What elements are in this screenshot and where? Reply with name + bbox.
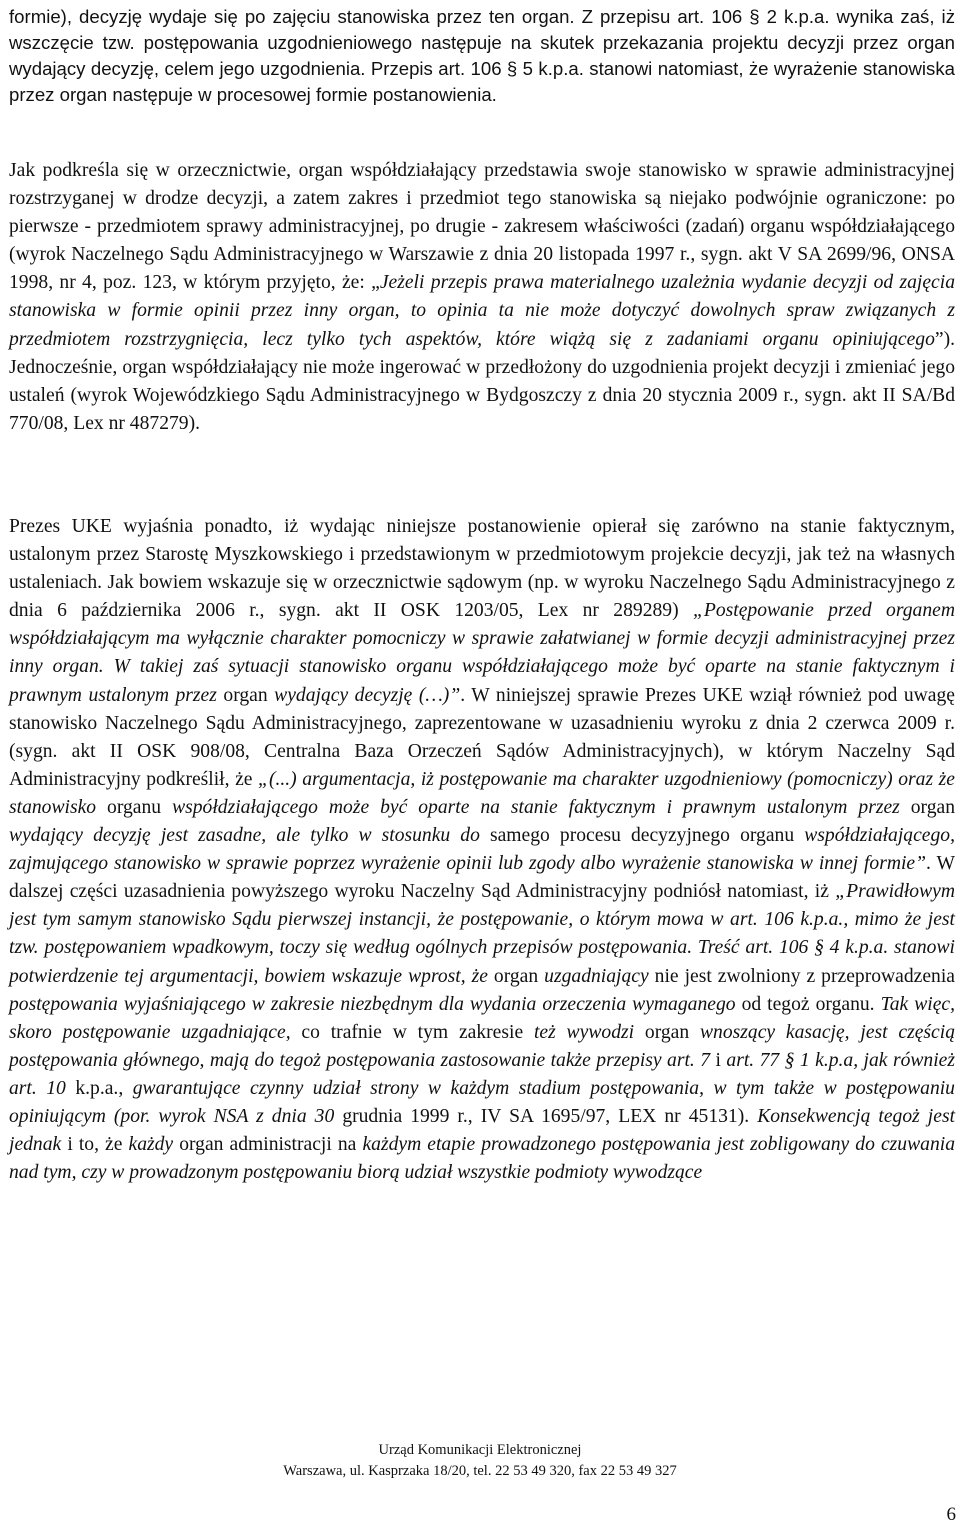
text-segment: Jak podkreśla się w orzecznictwie, organ współdziałający przedstawia swoje stanowisko w sprawie administracyjnej rozstrzyganej w drodze decyzji, a zatem zakres i przedmiot tego stanowiska są niejako podwójnie ograniczone: po pierwsze - przedmiotem sprawy administracyjnej, po drugie - zakresem właściwości (zadań) organu współdziałającego (wyrok Naczelnego Sądu Administracyjnego w Warszawie z dnia 20 listopada 1997 r., sygn. akt V SA 2699/96, ONSA 1998, nr 4, poz. 123, w którym przyjęto, że: „ bbox=[9, 160, 955, 294]
text-segment: ”). Jednocześnie, organ współdziałający nie może ingerować w przedłożony do uzgodnienia projekt decyzji i zmieniać jego ustaleń (wyrok Wojewódzkiego Sądu Administracyjnego w Bydgoszczy z dnia 20 stycznia 2009 r., sygn. akt II SA/Bd 770/08, Lex nr 487279). bbox=[9, 328, 955, 434]
text-segment: „(...) argumentacja, iż postępowanie ma charakter uzgodnieniowy (pomocniczy) oraz że stanowisko bbox=[9, 768, 955, 818]
text-segment: „Postępowanie przed organem współdziałającym ma wyłącznie charakter pomocniczy w sprawie załatwianej w formie decyzji administracyjnej przez inny organ. W takiej zaś sytuacji stanowisko organu współdziałającego może być oparte na stanie faktycznym i prawnym ustalonym przez bbox=[9, 600, 955, 706]
text-segment: . W niniejszej sprawie Prezes UKE wziął również pod uwagę stanowisko Naczelnego Sądu Administracyjnego, zaprezentowane w uzasadnieniu wyroku z dnia 2 czerwca 2009 r. (sygn. akt II OSK 908/08, Centralna Baza Orzeczeń Sądów Administracyjnych), w którym Naczelny Sąd Administracyjny podkreślił, że bbox=[9, 684, 955, 790]
text-segment: organ administracji na bbox=[179, 1134, 363, 1156]
text-segment: grudnia 1999 r., IV SA 1695/97, LEX nr 45131). bbox=[342, 1105, 758, 1127]
text-segment: organu bbox=[107, 796, 173, 818]
text-segment: wydający decyzję (…)” bbox=[274, 684, 461, 706]
text-segment: każdym etapie prowadzonego postępowania jest zobligowany do czuwania nad tym, czy w prowadzonym postępowaniu biorą udział wszystkie podmioty wywodzące bbox=[9, 1134, 955, 1184]
text-segment: Tak więc, skoro postępowanie uzgadniające, bbox=[9, 993, 956, 1043]
paragraph-uke-explanation bbox=[9, 513, 955, 1187]
text-segment: organ bbox=[910, 796, 955, 818]
text-segment: samego procesu decyzyjnego bbox=[489, 825, 741, 847]
text-segment: Jeżeli przepis prawa materialnego uzależnia wydanie decyzji od zajęcia stanowiska w formie opinii przez inny organ, to opinia ta nie może dotyczyć dowolnych spraw związanych z przedmiotem rozstrzygnięcia, lecz tylko tych aspektów, które wiążą się z zadaniami organu opiniującego bbox=[9, 272, 955, 350]
text-segment: k.p.a., bbox=[75, 1077, 133, 1099]
footer-office: Urząd Komunikacji Elektronicznej bbox=[378, 1442, 582, 1458]
paragraph-case-law bbox=[9, 157, 955, 438]
text-segment: współdziałającego może być oparte na stanie faktycznym i prawnym ustalonym przez bbox=[172, 796, 911, 818]
text-segment: każdy bbox=[128, 1134, 180, 1156]
text-segment: współdziałającego, zajmującego stanowisko w sprawie poprzez wyrażenie opinii lub zgody albo wyrażenie stanowiska w innej formie” bbox=[9, 825, 955, 875]
text-segment: i to, że bbox=[67, 1134, 129, 1156]
text-segment: uzgadniający bbox=[544, 965, 655, 987]
text-segment: „Prawidłowym jest tym samym stanowisko Sądu pierwszej instancji, że postępowanie, o którym mowa w art. 106 k.p.a., mimo że jest tzw. postępowaniem wpadkowym, toczy się według ogólnych przepisów postępowania. Treść art. 106 § 4 k.p.a. stanowi potwierdzenie tej argumentacji, bowiem wskazuje wprost, że bbox=[9, 881, 955, 987]
text-segment: art. 77 § 1 k.p.a, jak również art. 10 bbox=[9, 1049, 955, 1099]
paragraph-intro bbox=[9, 4, 955, 108]
text-segment: co trafnie w tym zakresie bbox=[301, 1021, 534, 1043]
page-number: 6 bbox=[946, 1504, 956, 1525]
text-segment: też wywodzi bbox=[533, 1021, 645, 1043]
text-segment: postępowania wyjaśniającego w zakresie niezbędnym dla wydania orzeczenia wymaganego bbox=[9, 993, 742, 1015]
text-segment: formie), decyzję wydaje się po zajęciu stanowiska przez ten organ. Z przepisu art. 106 § 2 k.p.a. wynika zaś, iż wszczęcie tzw. postępowania uzgodnieniowego następuje na skutek przekazania projektu decyzji przez organ wydający decyzję, celem jego uzgodnienia. Przepis art. 106 § 5 k.p.a. stanowi natomiast, że wyrażenie stanowiska przez organ następuje w procesowej formie postanowienia. bbox=[9, 6, 955, 106]
text-segment: od tegoż organu. bbox=[741, 993, 881, 1015]
text-segment: i bbox=[715, 1049, 727, 1071]
text-segment: organ bbox=[223, 684, 275, 706]
footer-address: Warszawa, ul. Kasprzaka 18/20, tel. 22 53 49 320, fax 22 53 49 327 bbox=[283, 1463, 677, 1479]
text-segment: Prezes UKE wyjaśnia ponadto, iż wydając niniejsze postanowienie opierał się zarówno na stanie faktycznym, ustalonym przez Starostę Myszkowskiego i przedstawionym w przedmiotowym projekcie decyzji, jak też na własnych ustaleniach. Jak bowiem wskazuje się w orzecznictwie sądowym (np. w wyroku Naczelnego Sądu Administracyjnego z dnia 6 października 2006 r., sygn. akt II OSK 1203/05, Lex nr 289289) bbox=[9, 516, 955, 622]
text-segment: gwarantujące czynny udział strony w każdym stadium postępowania, w tym także w postępowaniu opiniującym (por. wyrok NSA z dnia 30 bbox=[9, 1077, 955, 1127]
text-segment: organu bbox=[740, 825, 805, 847]
text-segment: organ bbox=[493, 965, 545, 987]
text-segment: nie jest zwolniony z przeprowadzenia bbox=[654, 965, 955, 987]
text-segment: . W dalszej części uzasadnienia powyższego wyroku Naczelny Sąd Administracyjny podniósł natomiast, iż bbox=[9, 853, 955, 903]
text-segment: organ bbox=[644, 1021, 700, 1043]
text-segment: Konsekwencją tegoż jest jednak bbox=[9, 1105, 956, 1156]
text-segment: wydający decyzję jest zasadne, ale tylko w stosunku do bbox=[9, 825, 490, 847]
text-segment: wnoszący kasację, jest częścią postępowania głównego, mają do tegoż postępowania zastosowanie także przepisy art. 7 bbox=[9, 1021, 955, 1071]
